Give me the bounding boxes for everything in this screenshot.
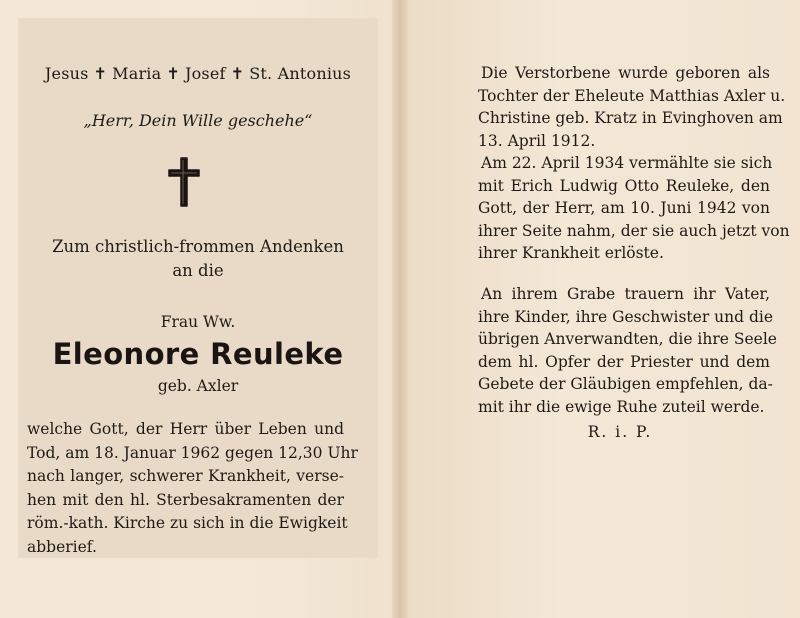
text-line: Am 22. April 1934 vermählte sie sich	[481, 154, 773, 172]
text-line: Gott, der Herr, am 10. Juni 1942 von	[478, 199, 770, 217]
text-line: welche Gott, der Herr über Leben und	[27, 420, 344, 438]
text-line: Tod, am 18. Januar 1962 gegen 12,30 Uhr	[27, 443, 358, 462]
text-line: ihre Kinder, ihre Geschwister und die	[478, 307, 774, 326]
text-line: abberief.	[27, 537, 97, 556]
mourners-text	[478, 283, 777, 418]
text-line: Christine geb. Kratz in Evinghoven am	[478, 109, 783, 127]
text-line: ihrer Krankheit erlöste.	[478, 244, 664, 262]
text-line: mit Erich Ludwig Otto Reuleke, den	[478, 176, 770, 195]
honorific: Frau Ww.	[160, 313, 236, 331]
text-line: ihrer Seite nahm, der sie auch jetzt von	[478, 221, 790, 240]
death-notice-text	[27, 418, 358, 559]
biography-text	[478, 62, 790, 265]
text-line: hen mit den hl. Sterbesakramenten der	[27, 490, 344, 509]
invocation-josef: Josef	[184, 64, 226, 83]
text-line: übrigen Anverwandten, die ihre Seele	[478, 330, 777, 348]
invocation-maria: Maria	[112, 64, 162, 83]
text-line: Gebete der Gläubigen empfehlen, da-	[478, 375, 773, 393]
motto: „Herr, Dein Wille geschehe“	[83, 111, 313, 130]
invocation	[18, 64, 378, 83]
small-cross-icon: ✝	[230, 64, 245, 83]
memorial-line-2: an die	[172, 261, 224, 280]
invocation-antonius: St. Antonius	[249, 64, 352, 83]
deceased-name: Eleonore Reuleke	[52, 337, 344, 371]
text-line: 13. April 1912.	[478, 131, 596, 150]
memorial-heading	[18, 235, 378, 283]
memorial-line-1: Zum christlich-frommen Andenken	[52, 237, 344, 256]
text-line: nach langer, schwerer Krankheit, verse-	[27, 467, 344, 485]
text-line: mit ihr die ewige Ruhe zuteil werde.	[478, 397, 765, 416]
text-line: An ihrem Grabe trauern ihr Vater,	[481, 285, 770, 303]
invocation-jesus: Jesus	[44, 64, 89, 83]
card-fold	[392, 0, 408, 618]
small-cross-icon: ✝	[93, 64, 108, 83]
text-line: röm.-kath. Kirche zu sich in die Ewigkeit	[27, 514, 348, 532]
small-cross-icon: ✝	[166, 64, 180, 83]
text-line: dem hl. Opfer der Priester und dem	[478, 352, 770, 371]
text-line: Tochter der Eheleute Matthias Axler u.	[478, 86, 786, 105]
maiden-name: geb. Axler	[157, 377, 239, 395]
cross-icon	[166, 156, 202, 208]
text-line: Die Verstorbene wurde geboren als	[481, 64, 770, 82]
rip-closing: R. i. P.	[587, 423, 653, 441]
